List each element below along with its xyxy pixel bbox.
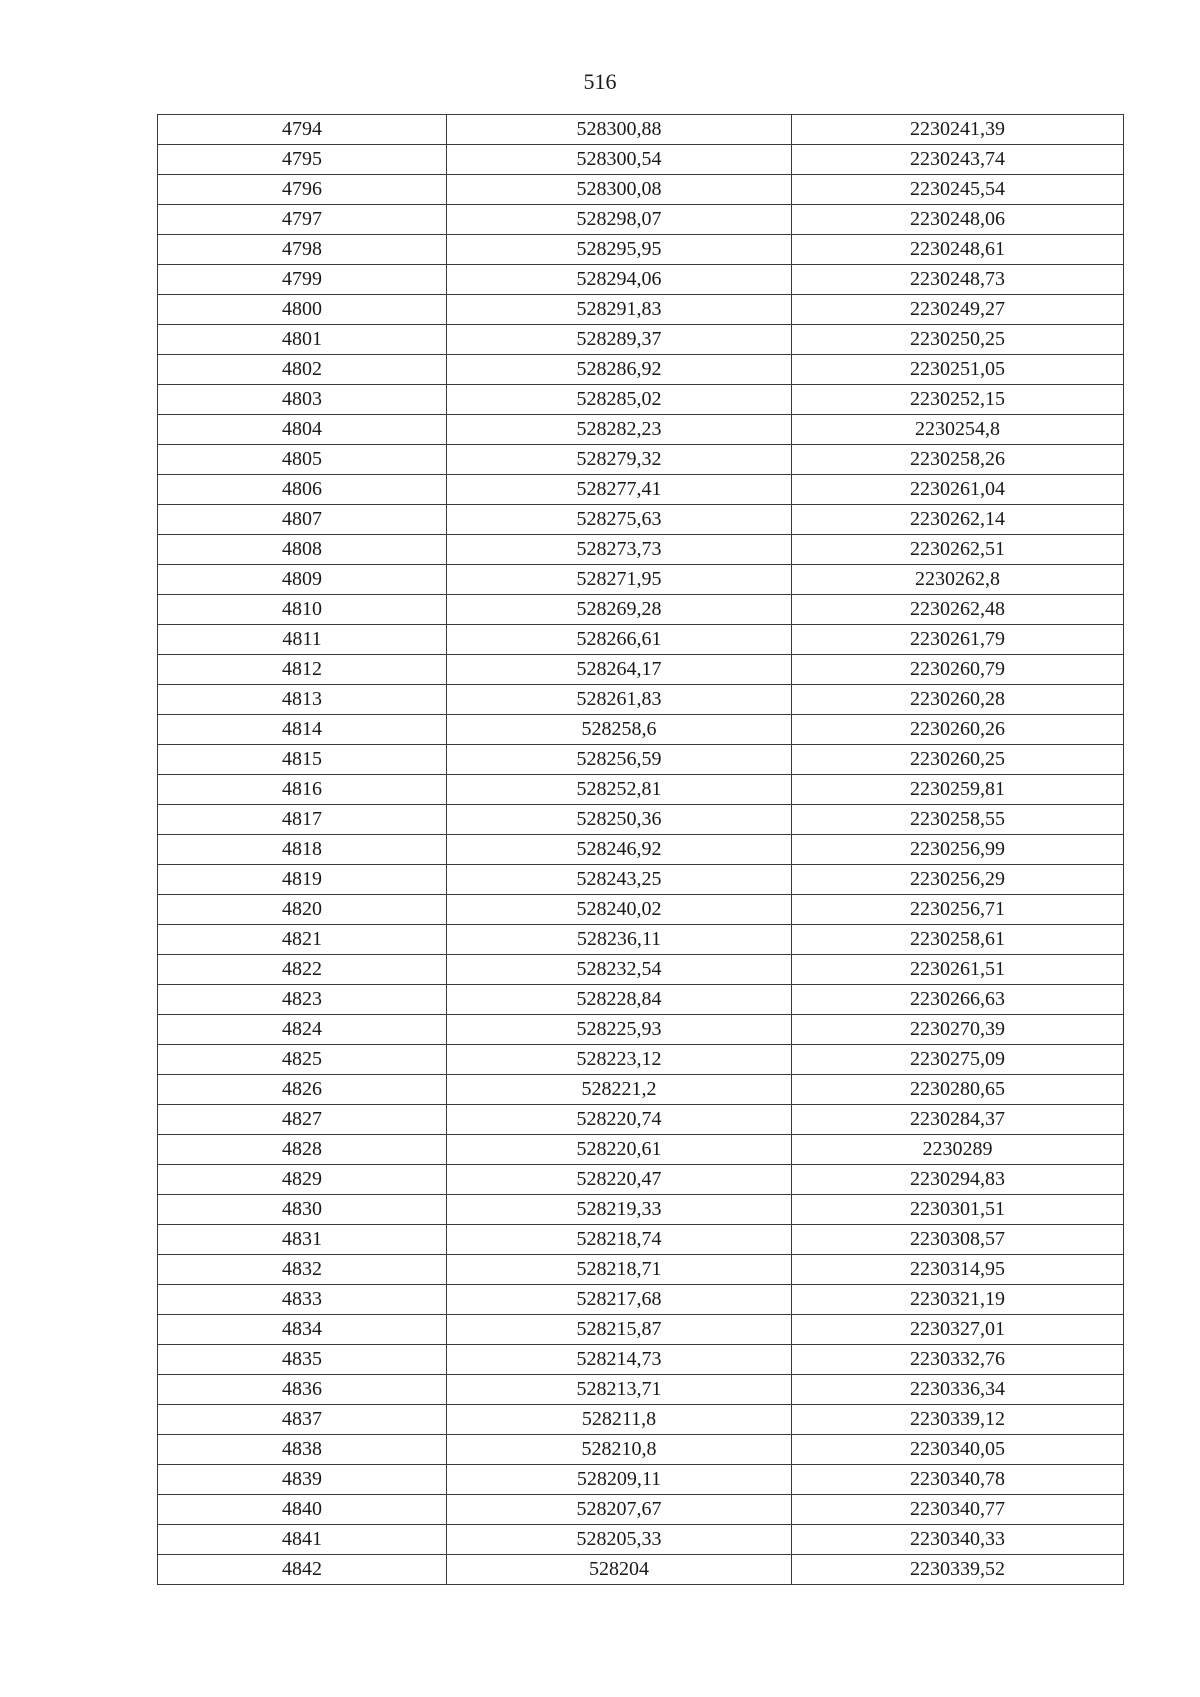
y-coordinate-cell: 2230336,34: [792, 1375, 1124, 1405]
table-row: [158, 1435, 1124, 1465]
table-row: [158, 505, 1124, 535]
y-coordinate-cell: 2230284,37: [792, 1105, 1124, 1135]
point-number-cell: 4817: [158, 805, 447, 835]
y-coordinate-cell: 2230258,61: [792, 925, 1124, 955]
y-coordinate-cell: 2230262,8: [792, 565, 1124, 595]
point-number-cell: 4823: [158, 985, 447, 1015]
point-number-cell: 4835: [158, 1345, 447, 1375]
table-row: [158, 1015, 1124, 1045]
point-number-cell: 4794: [158, 115, 447, 145]
table-row: [158, 1075, 1124, 1105]
y-coordinate-cell: 2230321,19: [792, 1285, 1124, 1315]
y-coordinate-cell: 2230270,39: [792, 1015, 1124, 1045]
table-row: [158, 1525, 1124, 1555]
x-coordinate-cell: 528300,08: [447, 175, 792, 205]
x-coordinate-cell: 528266,61: [447, 625, 792, 655]
table-row: [158, 1405, 1124, 1435]
y-coordinate-cell: 2230241,39: [792, 115, 1124, 145]
x-coordinate-cell: 528214,73: [447, 1345, 792, 1375]
point-number-cell: 4814: [158, 715, 447, 745]
x-coordinate-cell: 528220,47: [447, 1165, 792, 1195]
point-number-cell: 4833: [158, 1285, 447, 1315]
point-number-cell: 4818: [158, 835, 447, 865]
table-row: [158, 1345, 1124, 1375]
coordinates-table-body: [158, 115, 1124, 1585]
table-row: [158, 1555, 1124, 1585]
table-row: [158, 895, 1124, 925]
table-row: [158, 1105, 1124, 1135]
y-coordinate-cell: 2230256,99: [792, 835, 1124, 865]
y-coordinate-cell: 2230314,95: [792, 1255, 1124, 1285]
x-coordinate-cell: 528213,71: [447, 1375, 792, 1405]
x-coordinate-cell: 528219,33: [447, 1195, 792, 1225]
x-coordinate-cell: 528300,54: [447, 145, 792, 175]
point-number-cell: 4819: [158, 865, 447, 895]
point-number-cell: 4829: [158, 1165, 447, 1195]
point-number-cell: 4810: [158, 595, 447, 625]
point-number-cell: 4809: [158, 565, 447, 595]
x-coordinate-cell: 528279,32: [447, 445, 792, 475]
point-number-cell: 4815: [158, 745, 447, 775]
x-coordinate-cell: 528223,12: [447, 1045, 792, 1075]
x-coordinate-cell: 528215,87: [447, 1315, 792, 1345]
table-row: [158, 805, 1124, 835]
x-coordinate-cell: 528271,95: [447, 565, 792, 595]
x-coordinate-cell: 528225,93: [447, 1015, 792, 1045]
x-coordinate-cell: 528282,23: [447, 415, 792, 445]
y-coordinate-cell: 2230248,73: [792, 265, 1124, 295]
point-number-cell: 4807: [158, 505, 447, 535]
x-coordinate-cell: 528298,07: [447, 205, 792, 235]
y-coordinate-cell: 2230301,51: [792, 1195, 1124, 1225]
point-number-cell: 4826: [158, 1075, 447, 1105]
table-row: [158, 715, 1124, 745]
table-row: [158, 835, 1124, 865]
point-number-cell: 4824: [158, 1015, 447, 1045]
y-coordinate-cell: 2230280,65: [792, 1075, 1124, 1105]
x-coordinate-cell: 528211,8: [447, 1405, 792, 1435]
x-coordinate-cell: 528209,11: [447, 1465, 792, 1495]
point-number-cell: 4822: [158, 955, 447, 985]
x-coordinate-cell: 528256,59: [447, 745, 792, 775]
point-number-cell: 4798: [158, 235, 447, 265]
point-number-cell: 4799: [158, 265, 447, 295]
table-row: [158, 1135, 1124, 1165]
table-row: [158, 1195, 1124, 1225]
table-row: [158, 1225, 1124, 1255]
point-number-cell: 4808: [158, 535, 447, 565]
table-row: [158, 1255, 1124, 1285]
point-number-cell: 4825: [158, 1045, 447, 1075]
point-number-cell: 4795: [158, 145, 447, 175]
x-coordinate-cell: 528295,95: [447, 235, 792, 265]
point-number-cell: 4796: [158, 175, 447, 205]
x-coordinate-cell: 528204: [447, 1555, 792, 1585]
table-row: [158, 265, 1124, 295]
page-number: 516: [583, 69, 617, 94]
point-number-cell: 4802: [158, 355, 447, 385]
y-coordinate-cell: 2230339,52: [792, 1555, 1124, 1585]
point-number-cell: 4803: [158, 385, 447, 415]
y-coordinate-cell: 2230258,55: [792, 805, 1124, 835]
point-number-cell: 4813: [158, 685, 447, 715]
x-coordinate-cell: 528243,25: [447, 865, 792, 895]
point-number-cell: 4840: [158, 1495, 447, 1525]
y-coordinate-cell: 2230260,26: [792, 715, 1124, 745]
table-row: [158, 1375, 1124, 1405]
y-coordinate-cell: 2230260,28: [792, 685, 1124, 715]
x-coordinate-cell: 528291,83: [447, 295, 792, 325]
table-row: [158, 235, 1124, 265]
table-row: [158, 655, 1124, 685]
x-coordinate-cell: 528236,11: [447, 925, 792, 955]
point-number-cell: 4805: [158, 445, 447, 475]
x-coordinate-cell: 528218,71: [447, 1255, 792, 1285]
table-row: [158, 535, 1124, 565]
x-coordinate-cell: 528221,2: [447, 1075, 792, 1105]
x-coordinate-cell: 528218,74: [447, 1225, 792, 1255]
table-row: [158, 1465, 1124, 1495]
point-number-cell: 4838: [158, 1435, 447, 1465]
y-coordinate-cell: 2230248,06: [792, 205, 1124, 235]
table-row: [158, 385, 1124, 415]
table-row: [158, 865, 1124, 895]
table-row: [158, 355, 1124, 385]
x-coordinate-cell: 528207,67: [447, 1495, 792, 1525]
table-row: [158, 475, 1124, 505]
x-coordinate-cell: 528294,06: [447, 265, 792, 295]
point-number-cell: 4820: [158, 895, 447, 925]
point-number-cell: 4832: [158, 1255, 447, 1285]
x-coordinate-cell: 528232,54: [447, 955, 792, 985]
point-number-cell: 4834: [158, 1315, 447, 1345]
x-coordinate-cell: 528285,02: [447, 385, 792, 415]
point-number-cell: 4842: [158, 1555, 447, 1585]
y-coordinate-cell: 2230258,26: [792, 445, 1124, 475]
point-number-cell: 4831: [158, 1225, 447, 1255]
y-coordinate-cell: 2230332,76: [792, 1345, 1124, 1375]
x-coordinate-cell: 528217,68: [447, 1285, 792, 1315]
y-coordinate-cell: 2230256,29: [792, 865, 1124, 895]
table-row: [158, 775, 1124, 805]
table-row: [158, 445, 1124, 475]
y-coordinate-cell: 2230251,05: [792, 355, 1124, 385]
table-row: [158, 205, 1124, 235]
y-coordinate-cell: 2230262,14: [792, 505, 1124, 535]
table-row: [158, 985, 1124, 1015]
y-coordinate-cell: 2230262,51: [792, 535, 1124, 565]
point-number-cell: 4830: [158, 1195, 447, 1225]
table-row: [158, 175, 1124, 205]
x-coordinate-cell: 528264,17: [447, 655, 792, 685]
table-row: [158, 115, 1124, 145]
x-coordinate-cell: 528246,92: [447, 835, 792, 865]
y-coordinate-cell: 2230294,83: [792, 1165, 1124, 1195]
table-row: [158, 1165, 1124, 1195]
x-coordinate-cell: 528277,41: [447, 475, 792, 505]
x-coordinate-cell: 528250,36: [447, 805, 792, 835]
point-number-cell: 4811: [158, 625, 447, 655]
table-row: [158, 685, 1124, 715]
point-number-cell: 4836: [158, 1375, 447, 1405]
table-row: [158, 565, 1124, 595]
y-coordinate-cell: 2230340,77: [792, 1495, 1124, 1525]
y-coordinate-cell: 2230327,01: [792, 1315, 1124, 1345]
y-coordinate-cell: 2230256,71: [792, 895, 1124, 925]
point-number-cell: 4806: [158, 475, 447, 505]
y-coordinate-cell: 2230261,04: [792, 475, 1124, 505]
table-row: [158, 625, 1124, 655]
y-coordinate-cell: 2230248,61: [792, 235, 1124, 265]
x-coordinate-cell: 528286,92: [447, 355, 792, 385]
x-coordinate-cell: 528273,73: [447, 535, 792, 565]
table-row: [158, 1315, 1124, 1345]
point-number-cell: 4841: [158, 1525, 447, 1555]
point-number-cell: 4797: [158, 205, 447, 235]
point-number-cell: 4804: [158, 415, 447, 445]
table-row: [158, 1495, 1124, 1525]
point-number-cell: 4827: [158, 1105, 447, 1135]
y-coordinate-cell: 2230340,78: [792, 1465, 1124, 1495]
y-coordinate-cell: 2230308,57: [792, 1225, 1124, 1255]
x-coordinate-cell: 528220,74: [447, 1105, 792, 1135]
y-coordinate-cell: 2230260,79: [792, 655, 1124, 685]
y-coordinate-cell: 2230261,51: [792, 955, 1124, 985]
table-row: [158, 415, 1124, 445]
y-coordinate-cell: 2230339,12: [792, 1405, 1124, 1435]
x-coordinate-cell: 528228,84: [447, 985, 792, 1015]
y-coordinate-cell: 2230259,81: [792, 775, 1124, 805]
table-row: [158, 1285, 1124, 1315]
y-coordinate-cell: 2230249,27: [792, 295, 1124, 325]
y-coordinate-cell: 2230266,63: [792, 985, 1124, 1015]
x-coordinate-cell: 528289,37: [447, 325, 792, 355]
y-coordinate-cell: 2230275,09: [792, 1045, 1124, 1075]
y-coordinate-cell: 2230262,48: [792, 595, 1124, 625]
y-coordinate-cell: 2230260,25: [792, 745, 1124, 775]
x-coordinate-cell: 528220,61: [447, 1135, 792, 1165]
x-coordinate-cell: 528205,33: [447, 1525, 792, 1555]
y-coordinate-cell: 2230245,54: [792, 175, 1124, 205]
point-number-cell: 4800: [158, 295, 447, 325]
x-coordinate-cell: 528269,28: [447, 595, 792, 625]
table-row: [158, 955, 1124, 985]
y-coordinate-cell: 2230252,15: [792, 385, 1124, 415]
point-number-cell: 4801: [158, 325, 447, 355]
table-row: [158, 925, 1124, 955]
x-coordinate-cell: 528275,63: [447, 505, 792, 535]
x-coordinate-cell: 528261,83: [447, 685, 792, 715]
point-number-cell: 4821: [158, 925, 447, 955]
x-coordinate-cell: 528300,88: [447, 115, 792, 145]
x-coordinate-cell: 528240,02: [447, 895, 792, 925]
y-coordinate-cell: 2230340,05: [792, 1435, 1124, 1465]
point-number-cell: 4816: [158, 775, 447, 805]
table-row: [158, 745, 1124, 775]
coordinates-table: [157, 114, 1124, 1585]
x-coordinate-cell: 528210,8: [447, 1435, 792, 1465]
table-row: [158, 325, 1124, 355]
point-number-cell: 4812: [158, 655, 447, 685]
x-coordinate-cell: 528258,6: [447, 715, 792, 745]
table-row: [158, 295, 1124, 325]
table-row: [158, 595, 1124, 625]
x-coordinate-cell: 528252,81: [447, 775, 792, 805]
y-coordinate-cell: 2230261,79: [792, 625, 1124, 655]
point-number-cell: 4828: [158, 1135, 447, 1165]
y-coordinate-cell: 2230250,25: [792, 325, 1124, 355]
y-coordinate-cell: 2230254,8: [792, 415, 1124, 445]
table-row: [158, 1045, 1124, 1075]
table-row: [158, 145, 1124, 175]
y-coordinate-cell: 2230289: [792, 1135, 1124, 1165]
point-number-cell: 4839: [158, 1465, 447, 1495]
y-coordinate-cell: 2230243,74: [792, 145, 1124, 175]
point-number-cell: 4837: [158, 1405, 447, 1435]
y-coordinate-cell: 2230340,33: [792, 1525, 1124, 1555]
